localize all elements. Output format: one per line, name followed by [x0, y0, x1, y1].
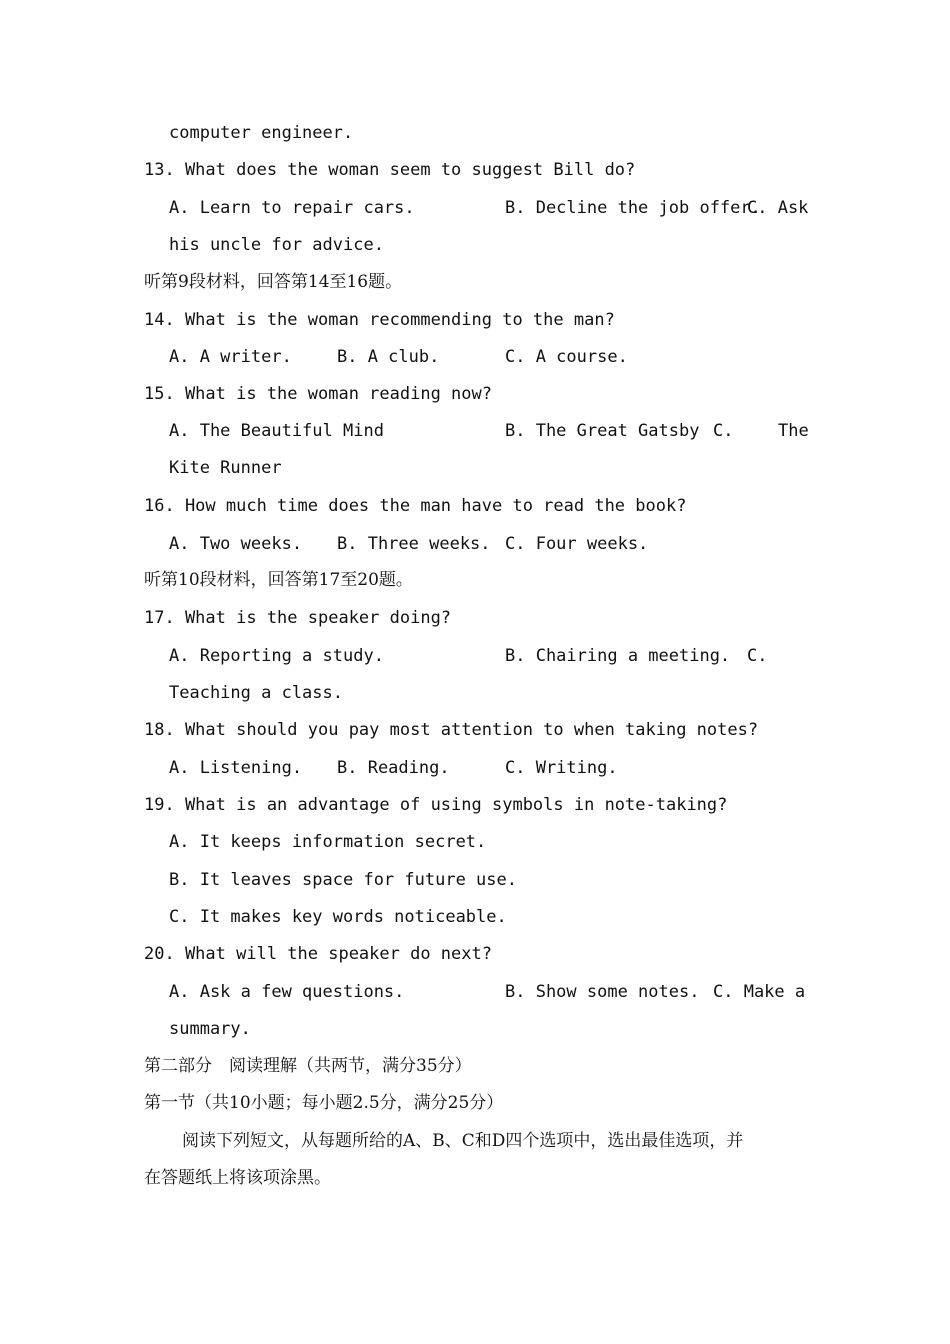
question-14-stem: 14. What is the woman recommending to the man?	[144, 310, 615, 330]
question-13-option-c: C. Ask	[747, 198, 809, 218]
question-19-option-b: B. It leaves space for future use.	[169, 870, 517, 890]
question-17-option-a: A. Reporting a study.	[169, 646, 384, 666]
section-1-heading: 第一节（共10小题；每小题2.5分，满分25分）	[144, 1093, 504, 1113]
question-15-option-c-word: The	[778, 421, 809, 441]
question-18-option-b: B. Reading.	[337, 758, 450, 778]
question-14-option-c: C. A course.	[505, 347, 628, 367]
question-20-option-c-continuation: summary.	[169, 1019, 251, 1039]
reading-instruction-line-1: 阅读下列短文，从每题所给的A、B、C和D四个选项中，选出最佳选项，并	[182, 1131, 744, 1151]
section-10-instruction: 听第10段材料，回答第17至20题。	[144, 570, 413, 590]
section-9-instruction: 听第9段材料，回答第14至16题。	[144, 272, 403, 292]
question-12-continuation: computer engineer.	[169, 123, 354, 143]
question-13-option-a: A. Learn to repair cars.	[169, 198, 415, 218]
question-20-option-a: A. Ask a few questions.	[169, 982, 405, 1002]
question-19-stem: 19. What is an advantage of using symbols in note-taking?	[144, 795, 728, 815]
question-19-option-a: A. It keeps information secret.	[169, 832, 487, 852]
question-14-option-a: A. A writer.	[169, 347, 292, 367]
question-18-option-a: A. Listening.	[169, 758, 303, 778]
question-13-option-b: B. Decline the job offer.	[505, 198, 761, 218]
reading-instruction-line-2: 在答题纸上将该项涂黑。	[144, 1168, 331, 1188]
question-15-option-b: B. The Great Gatsby	[505, 421, 700, 441]
question-20-option-b: B. Show some notes.	[505, 982, 700, 1002]
question-20-stem: 20. What will the speaker do next?	[144, 944, 492, 964]
question-16-stem: 16. How much time does the man have to read the book?	[144, 496, 687, 516]
question-18-option-c: C. Writing.	[505, 758, 618, 778]
question-14-option-b: B. A club.	[337, 347, 440, 367]
question-15-option-a: A. The Beautiful Mind	[169, 421, 384, 441]
question-15-option-c: C.	[713, 421, 734, 441]
question-13-stem: 13. What does the woman seem to suggest Bill do?	[144, 160, 636, 180]
question-17-option-c: C.	[747, 646, 768, 666]
question-13-option-c-continuation: his uncle for advice.	[169, 235, 384, 255]
question-17-stem: 17. What is the speaker doing?	[144, 608, 452, 628]
question-17-option-c-continuation: Teaching a class.	[169, 683, 343, 703]
part-2-heading: 第二部分 阅读理解（共两节，满分35分）	[144, 1056, 472, 1076]
question-15-stem: 15. What is the woman reading now?	[144, 384, 492, 404]
question-16-option-a: A. Two weeks.	[169, 534, 303, 554]
question-18-stem: 18. What should you pay most attention to when taking notes?	[144, 720, 759, 740]
question-19-option-c: C. It makes key words noticeable.	[169, 907, 507, 927]
question-17-option-b: B. Chairing a meeting.	[505, 646, 731, 666]
question-15-option-c-continuation: Kite Runner	[169, 458, 282, 478]
question-16-option-b: B. Three weeks.	[337, 534, 491, 554]
question-16-option-c: C. Four weeks.	[505, 534, 649, 554]
question-20-option-c: C. Make a	[713, 982, 806, 1002]
